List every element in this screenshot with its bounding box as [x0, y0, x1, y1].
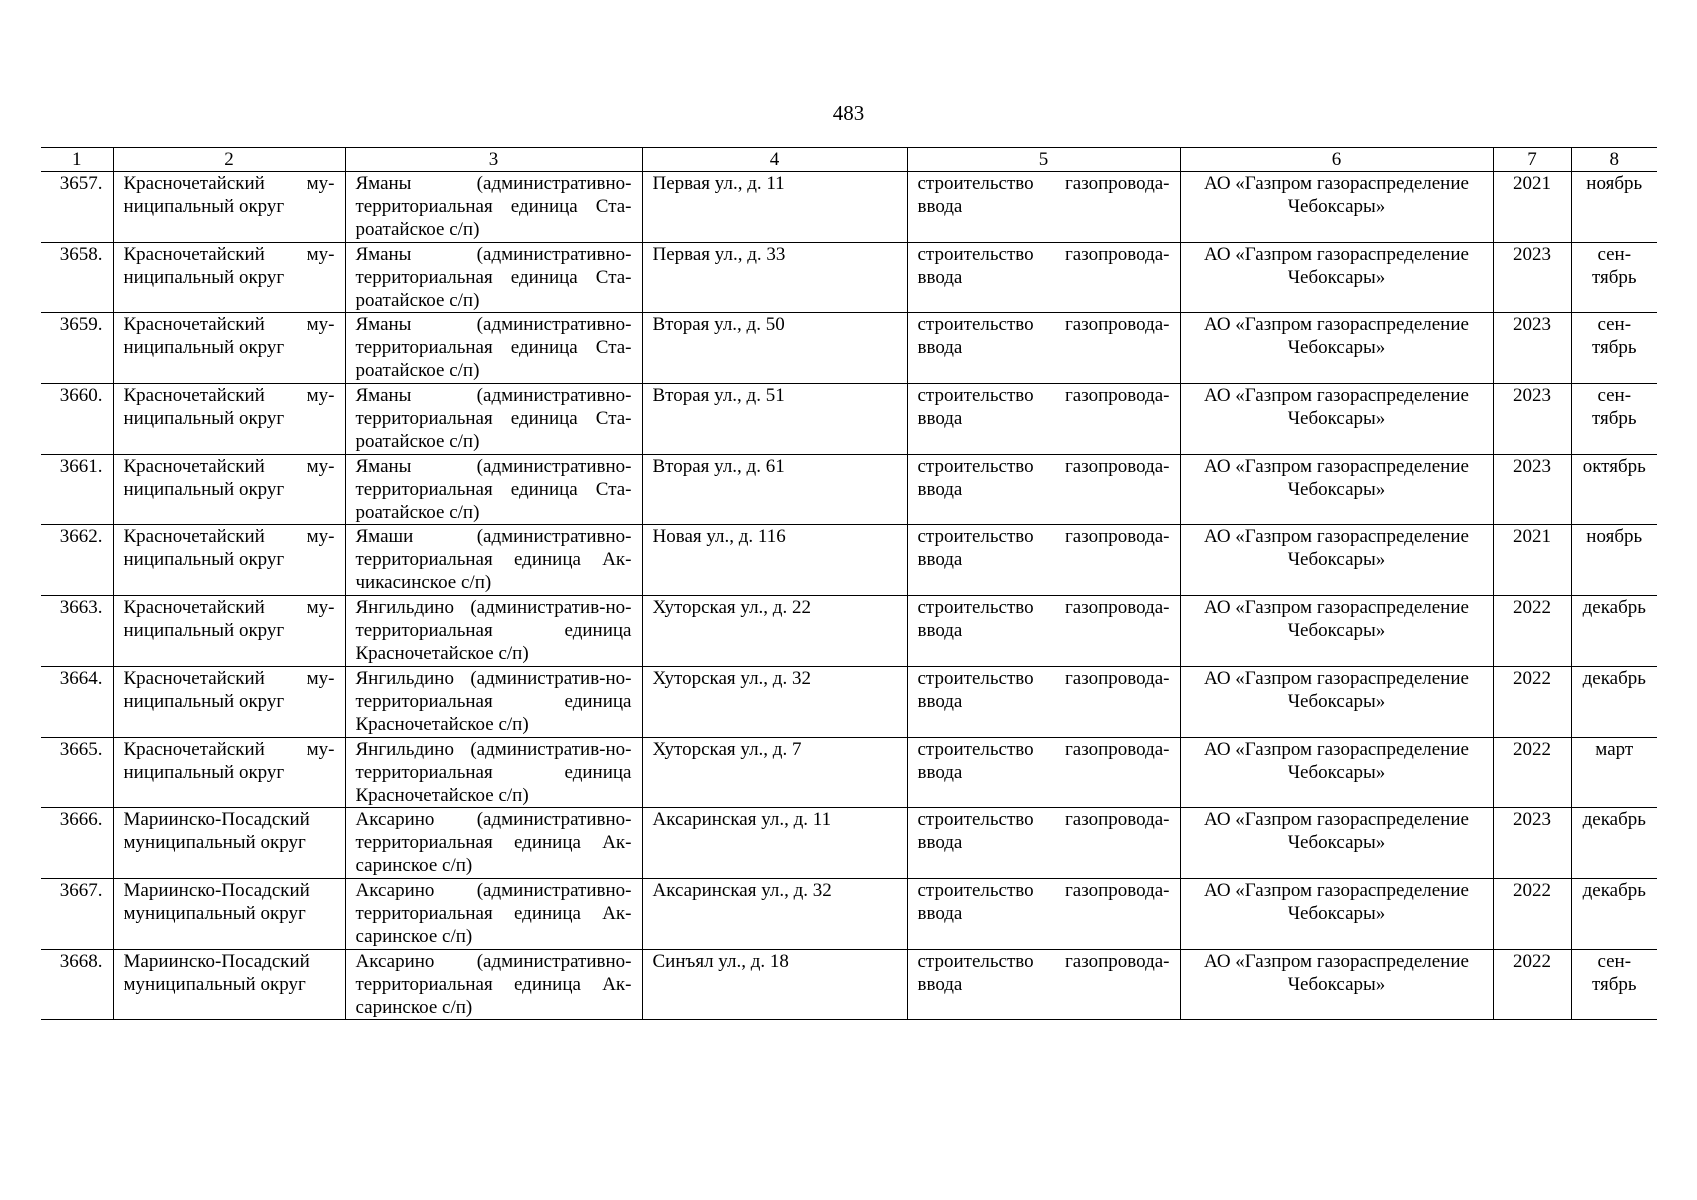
year-cell: 2022 — [1493, 666, 1571, 737]
year-cell: 2023 — [1493, 313, 1571, 384]
district-cell: Красночетайский му-ниципальный округ — [113, 737, 345, 808]
district-cell: Красночетайский му-ниципальный округ — [113, 384, 345, 455]
work-type-cell: строительство газопровода-ввода — [907, 808, 1180, 879]
organization-cell: АО «Газпром газораспределение Чебоксары» — [1180, 384, 1493, 455]
work-type-cell: строительство газопровода-ввода — [907, 313, 1180, 384]
work-type-cell: строительство газопровода-ввода — [907, 172, 1180, 243]
work-type-cell: строительство газопровода-ввода — [907, 384, 1180, 455]
district-cell: Мариинско-Посадский муниципальный округ — [113, 878, 345, 949]
settlement-cell: Ямаши (административно-территориальная единица Ак-чикасинское с/п) — [345, 525, 642, 596]
column-header: 5 — [907, 148, 1180, 172]
address-cell: Вторая ул., д. 61 — [642, 454, 907, 525]
address-cell: Синъял ул., д. 18 — [642, 949, 907, 1020]
table-row — [41, 172, 1657, 243]
data-table — [41, 147, 1657, 1020]
address-cell: Вторая ул., д. 51 — [642, 384, 907, 455]
row-number: 3659. — [41, 313, 113, 384]
settlement-cell: Аксарино (административно-территориальная единица Ак-саринское с/п) — [345, 949, 642, 1020]
month-cell: ноябрь — [1571, 525, 1657, 596]
month-cell: декабрь — [1571, 808, 1657, 879]
year-cell: 2023 — [1493, 242, 1571, 313]
settlement-cell: Яманы (административно-территориальная единица Ста-роатайское с/п) — [345, 242, 642, 313]
address-cell: Аксаринская ул., д. 11 — [642, 808, 907, 879]
row-number: 3664. — [41, 666, 113, 737]
district-cell: Красночетайский му-ниципальный округ — [113, 172, 345, 243]
table-row — [41, 949, 1657, 1020]
month-cell: сен-тябрь — [1571, 949, 1657, 1020]
settlement-cell: Янгильдино (административ-но-территориальная единица Красночетайское с/п) — [345, 737, 642, 808]
column-header: 3 — [345, 148, 642, 172]
month-cell: октябрь — [1571, 454, 1657, 525]
year-cell: 2022 — [1493, 737, 1571, 808]
page-number: 483 — [832, 101, 865, 125]
settlement-cell: Аксарино (административно-территориальная единица Ак-саринское с/п) — [345, 878, 642, 949]
table-row — [41, 666, 1657, 737]
settlement-cell: Яманы (административно-территориальная единица Ста-роатайское с/п) — [345, 384, 642, 455]
year-cell: 2023 — [1493, 454, 1571, 525]
address-cell: Аксаринская ул., д. 32 — [642, 878, 907, 949]
table-row — [41, 878, 1657, 949]
row-number: 3668. — [41, 949, 113, 1020]
table-row — [41, 454, 1657, 525]
column-header: 7 — [1493, 148, 1571, 172]
work-type-cell: строительство газопровода-ввода — [907, 949, 1180, 1020]
table-row — [41, 808, 1657, 879]
settlement-cell: Аксарино (административно-территориальная единица Ак-саринское с/п) — [345, 808, 642, 879]
work-type-cell: строительство газопровода-ввода — [907, 454, 1180, 525]
month-cell: ноябрь — [1571, 172, 1657, 243]
year-cell: 2021 — [1493, 172, 1571, 243]
district-cell: Мариинско-Посадский муниципальный округ — [113, 808, 345, 879]
district-cell: Красночетайский му-ниципальный округ — [113, 313, 345, 384]
month-cell: сен-тябрь — [1571, 384, 1657, 455]
organization-cell: АО «Газпром газораспределение Чебоксары» — [1180, 313, 1493, 384]
table-row — [41, 737, 1657, 808]
table-row — [41, 384, 1657, 455]
row-number: 3657. — [41, 172, 113, 243]
year-cell: 2022 — [1493, 878, 1571, 949]
address-cell: Хуторская ул., д. 32 — [642, 666, 907, 737]
district-cell: Красночетайский му-ниципальный округ — [113, 525, 345, 596]
year-cell: 2023 — [1493, 808, 1571, 879]
address-cell: Хуторская ул., д. 7 — [642, 737, 907, 808]
column-header: 1 — [41, 148, 113, 172]
work-type-cell: строительство газопровода-ввода — [907, 666, 1180, 737]
settlement-cell: Яманы (административно-территориальная единица Ста-роатайское с/п) — [345, 313, 642, 384]
month-cell: март — [1571, 737, 1657, 808]
month-cell: декабрь — [1571, 596, 1657, 667]
district-cell: Красночетайский му-ниципальный округ — [113, 242, 345, 313]
organization-cell: АО «Газпром газораспределение Чебоксары» — [1180, 949, 1493, 1020]
month-cell: декабрь — [1571, 666, 1657, 737]
table-row — [41, 242, 1657, 313]
row-number: 3658. — [41, 242, 113, 313]
column-header: 8 — [1571, 148, 1657, 172]
district-cell: Мариинско-Посадский муниципальный округ — [113, 949, 345, 1020]
organization-cell: АО «Газпром газораспределение Чебоксары» — [1180, 666, 1493, 737]
organization-cell: АО «Газпром газораспределение Чебоксары» — [1180, 525, 1493, 596]
organization-cell: АО «Газпром газораспределение Чебоксары» — [1180, 242, 1493, 313]
settlement-cell: Янгильдино (административ-но-территориальная единица Красночетайское с/п) — [345, 596, 642, 667]
row-number: 3667. — [41, 878, 113, 949]
row-number: 3666. — [41, 808, 113, 879]
organization-cell: АО «Газпром газораспределение Чебоксары» — [1180, 596, 1493, 667]
organization-cell: АО «Газпром газораспределение Чебоксары» — [1180, 878, 1493, 949]
year-cell: 2021 — [1493, 525, 1571, 596]
district-cell: Красночетайский му-ниципальный округ — [113, 666, 345, 737]
district-cell: Красночетайский му-ниципальный округ — [113, 596, 345, 667]
settlement-cell: Яманы (административно-территориальная единица Ста-роатайское с/п) — [345, 172, 642, 243]
row-number: 3660. — [41, 384, 113, 455]
settlement-cell: Яманы (административно-территориальная единица Ста-роатайское с/п) — [345, 454, 642, 525]
organization-cell: АО «Газпром газораспределение Чебоксары» — [1180, 808, 1493, 879]
row-number: 3662. — [41, 525, 113, 596]
work-type-cell: строительство газопровода-ввода — [907, 878, 1180, 949]
organization-cell: АО «Газпром газораспределение Чебоксары» — [1180, 172, 1493, 243]
row-number: 3661. — [41, 454, 113, 525]
work-type-cell: строительство газопровода-ввода — [907, 525, 1180, 596]
work-type-cell: строительство газопровода-ввода — [907, 737, 1180, 808]
address-cell: Вторая ул., д. 50 — [642, 313, 907, 384]
settlement-cell: Янгильдино (административ-но-территориальная единица Красночетайское с/п) — [345, 666, 642, 737]
work-type-cell: строительство газопровода-ввода — [907, 242, 1180, 313]
organization-cell: АО «Газпром газораспределение Чебоксары» — [1180, 737, 1493, 808]
row-number: 3665. — [41, 737, 113, 808]
work-type-cell: строительство газопровода-ввода — [907, 596, 1180, 667]
column-header: 2 — [113, 148, 345, 172]
year-cell: 2022 — [1493, 949, 1571, 1020]
district-cell: Красночетайский му-ниципальный округ — [113, 454, 345, 525]
header-row — [41, 148, 1657, 172]
year-cell: 2023 — [1493, 384, 1571, 455]
address-cell: Первая ул., д. 33 — [642, 242, 907, 313]
address-cell: Первая ул., д. 11 — [642, 172, 907, 243]
month-cell: сен-тябрь — [1571, 313, 1657, 384]
table-row — [41, 596, 1657, 667]
table-row — [41, 525, 1657, 596]
address-cell: Хуторская ул., д. 22 — [642, 596, 907, 667]
column-header: 6 — [1180, 148, 1493, 172]
organization-cell: АО «Газпром газораспределение Чебоксары» — [1180, 454, 1493, 525]
column-header: 4 — [642, 148, 907, 172]
month-cell: сен-тябрь — [1571, 242, 1657, 313]
table-row — [41, 313, 1657, 384]
year-cell: 2022 — [1493, 596, 1571, 667]
address-cell: Новая ул., д. 116 — [642, 525, 907, 596]
month-cell: декабрь — [1571, 878, 1657, 949]
row-number: 3663. — [41, 596, 113, 667]
